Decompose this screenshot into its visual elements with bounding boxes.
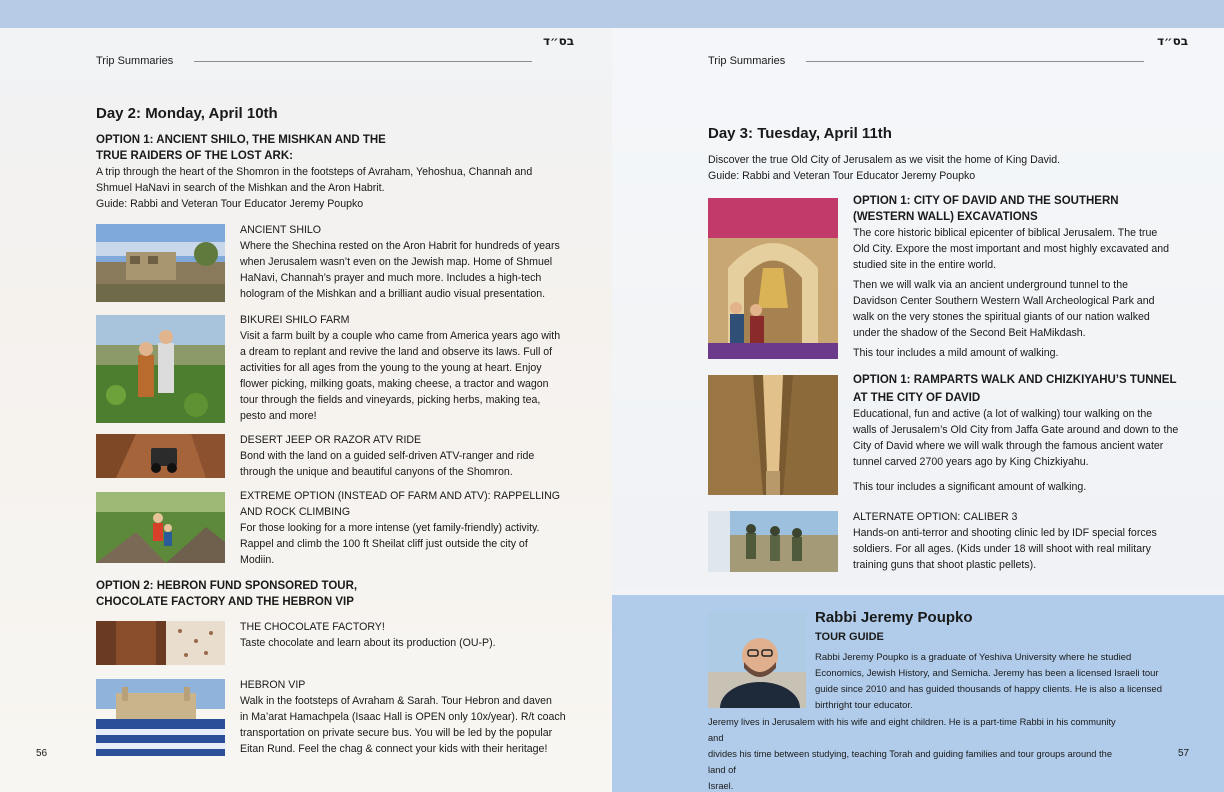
item-title: THE CHOCOLATE FACTORY! (240, 621, 385, 633)
item-text: The core historic biblical epicenter of biblical Jerusalem. The true (853, 227, 1158, 239)
item-text: Where the Shechina rested on the Aron Habrit for hundreds of years (240, 240, 560, 252)
item-title: (WESTERN WALL) EXCAVATIONS (853, 211, 1038, 223)
item-text: Davidson Center Southern Western Wall Archeological Park and (853, 295, 1155, 307)
item-text: hologram of the Mishkan and a brilliant audio visual presentation. (240, 288, 546, 300)
tunnel-photo (708, 375, 838, 495)
bsd-mark: בס״ד (1157, 34, 1189, 48)
item-text: a dream to replant and revive the land and observe its laws. Full of (240, 346, 553, 358)
rappelling-photo (96, 492, 225, 563)
right-page (612, 28, 1224, 792)
item-text: Rappel and climb the 100 ft Sheilat cliff just outside the city of (240, 538, 528, 550)
item-desert-jeep (240, 432, 590, 480)
item-text: transportation on private secure bus. You will be led by the popular (240, 727, 553, 739)
option2-block (96, 578, 596, 610)
intro-line: Guide: Rabbi and Veteran Tour Educator Jeremy Poupko (96, 198, 364, 210)
item-text: tour through the fields and vineyards, picking herbs, making tea, (240, 394, 541, 406)
item-text: under the shadow of the Second Beit HaMikdash. (853, 327, 1086, 339)
intro-line: Shmuel HaNavi in search of the Mishkan and the Aron Habrit. (96, 182, 385, 194)
bio-line: guide since 2010 and has guided thousands of happy clients. He is also a licensed (815, 684, 1162, 695)
item-title: EXTREME OPTION (INSTEAD OF FARM AND ATV): RAPPELLING (240, 490, 561, 502)
item-text: through the unique and beautiful canyons of the Shomron. (240, 466, 513, 478)
item-text: flower picking, milking goats, making cheese, a tractor and wagon (240, 378, 549, 390)
item-chocolate-factory (240, 619, 590, 651)
day-title: Day 2: Monday, April 10th (96, 105, 278, 122)
bio-line: divides his time between studying, teaching Torah and guiding families and tour groups around the land of (708, 749, 1112, 775)
item-text: Bond with the land on a guided self-driven ATV-ranger and ride (240, 450, 535, 462)
item-title: HEBRON VIP (240, 679, 306, 691)
guide-role: TOUR GUIDE (815, 631, 884, 643)
day-title: Day 3: Tuesday, April 11th (708, 125, 892, 142)
item-text: Modiin. (240, 554, 275, 566)
walking-note: This tour includes a mild amount of walking. (853, 347, 1059, 359)
item-text: Eitan Rund. Feel the chag & connect your kids with their heritage! (240, 743, 548, 755)
item-text: For those looking for a more intense (yet family-friendly) activity. (240, 522, 540, 534)
hebron-photo (96, 679, 225, 756)
bio-line: birthright tour educator. (815, 700, 913, 711)
bio-line: Economics, Jewish History, and Semicha. Jeremy has been a licensed Israeli tour (815, 668, 1159, 679)
header-divider (194, 61, 532, 62)
intro-line: Discover the true Old City of Jerusalem as we visit the home of King David. (708, 154, 1061, 166)
chocolate-photo (96, 621, 225, 665)
jeep-ride-photo (96, 434, 225, 478)
guide-name: Rabbi Jeremy Poupko (815, 609, 973, 626)
item-bikurei-shilo-farm (240, 312, 590, 424)
item-title: BIKUREI SHILO FARM (240, 314, 350, 326)
item-text: Old City. Expore the most important and most highly excavated and (853, 243, 1170, 255)
item-text: Taste chocolate and learn about its production (OU-P). (240, 637, 496, 649)
item-ramparts-walk (853, 372, 1208, 495)
section-header: Trip Summaries (708, 55, 786, 67)
item-title: AND ROCK CLIMBING (240, 506, 351, 518)
item-caliber-3 (853, 509, 1208, 573)
item-extreme-option (240, 488, 600, 568)
item-title: DESERT JEEP OR RAZOR ATV RIDE (240, 434, 422, 446)
item-text: activities for all ages from the young to the young at heart. Enjoy (240, 362, 542, 374)
item-text: HaNavi, Channah’s prayer and much more. Includes a high-tech (240, 272, 542, 284)
bio-line: Israel. (708, 781, 734, 791)
item-text: training guns that shoot plastic pellets). (853, 559, 1037, 571)
walking-note: This tour includes a significant amount of walking. (853, 481, 1087, 493)
item-title: OPTION 1: RAMPARTS WALK AND CHIZKIYAHU’S TUNNEL (853, 374, 1177, 386)
header-divider (806, 61, 1144, 62)
option1-block (96, 132, 596, 212)
item-title: ALTERNATE OPTION: CALIBER 3 (853, 511, 1018, 523)
item-text: Then we will walk via an ancient underground tunnel to the (853, 279, 1129, 291)
left-page (0, 28, 612, 792)
city-of-david-photo (708, 198, 838, 359)
item-text: City of David where we will walk through the famous ancient water (853, 440, 1164, 452)
item-ancient-shilo (240, 222, 590, 302)
guide-bio (815, 650, 1205, 714)
bio-line: Rabbi Jeremy Poupko is a graduate of Yeshiva University where he studied (815, 652, 1132, 663)
item-hebron-vip (240, 677, 590, 757)
item-text: pesto and more! (240, 410, 317, 422)
page-number: 56 (36, 748, 48, 759)
page-number: 57 (1178, 748, 1190, 759)
intro-line: Guide: Rabbi and Veteran Tour Educator Jeremy Poupko (708, 170, 976, 182)
item-title: AT THE CITY OF DAVID (853, 392, 981, 404)
top-band (0, 0, 1224, 28)
section-header: Trip Summaries (96, 55, 174, 67)
ancient-shilo-photo (96, 224, 225, 302)
intro-line: A trip through the heart of the Shomron in the footsteps of Avraham, Yehoshua, Channah and (96, 166, 533, 178)
bsd-mark: בס״ד (543, 34, 575, 48)
caliber3-photo (708, 511, 838, 572)
item-text: Hands-on anti-terror and shooting clinic led by IDF special forces (853, 527, 1157, 539)
bikurei-farm-photo (96, 315, 225, 423)
item-text: Walk in the footsteps of Avraham & Sarah. Tour Hebron and daven (240, 695, 552, 707)
item-text: soldiers. For all ages. (Kids under 18 will shoot with real military (853, 543, 1151, 555)
guide-portrait (708, 612, 806, 708)
item-text: walls of Jerusalem’s Old City from Jaffa Gate around and down to the (853, 424, 1179, 436)
option-title: TRUE RAIDERS OF THE LOST ARK: (96, 150, 293, 162)
item-text: Educational, fun and active (a lot of walking) tour walking on the (853, 408, 1153, 420)
guide-bio-2 (708, 714, 1128, 792)
item-text: when Jerusalem wasn’t even on the Jewish map. Home of Shmuel (240, 256, 553, 268)
option-title: OPTION 1: ANCIENT SHILO, THE MISHKAN AND THE (96, 134, 386, 146)
item-title: OPTION 1: CITY OF DAVID AND THE SOUTHERN (853, 195, 1119, 207)
item-text: tunnel carved 2700 years ago by King Chizkiyahu. (853, 456, 1089, 468)
option-title: CHOCOLATE FACTORY AND THE HEBRON VIP (96, 596, 354, 608)
item-text: studied site in the entire world. (853, 259, 997, 271)
item-title: ANCIENT SHILO (240, 224, 322, 236)
item-text: in Ma’arat Hamachpela (Isaac Hall is OPEN only 10x/year). R/t coach (240, 711, 566, 723)
day-intro (708, 152, 1188, 184)
bio-line: Jeremy lives in Jerusalem with his wife and eight children. He is a part-time Rabbi in his community and (708, 717, 1116, 743)
item-city-of-david (853, 193, 1203, 361)
item-text: walk on the very stones the spiritual giants of our nation walked (853, 311, 1150, 323)
item-text: Visit a farm built by a couple who came from America years ago with (240, 330, 561, 342)
option-title: OPTION 2: HEBRON FUND SPONSORED TOUR, (96, 580, 358, 592)
